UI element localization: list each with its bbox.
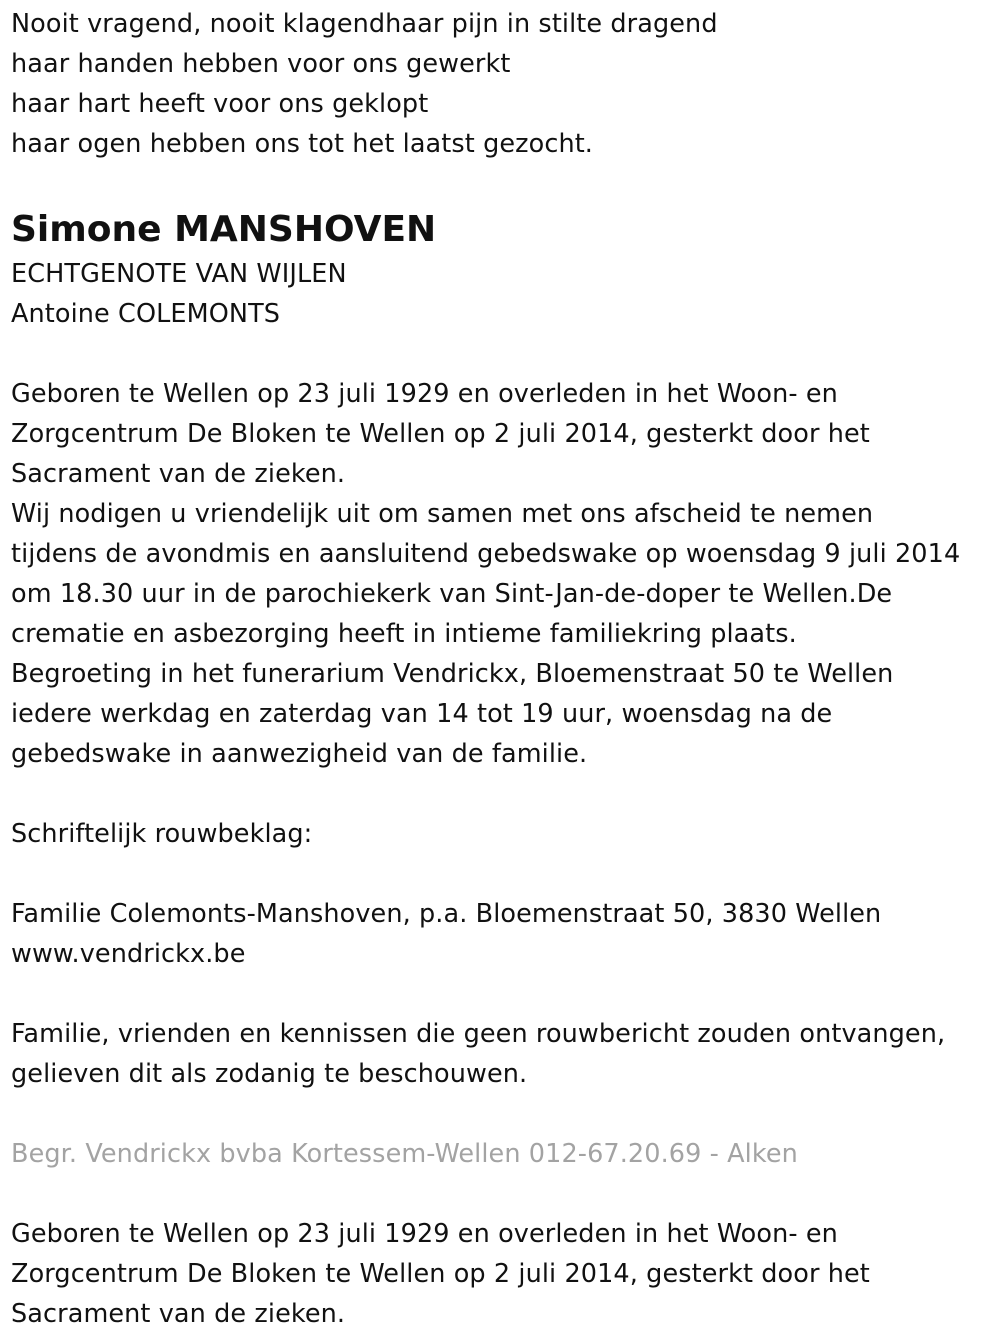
poem-line: haar hart heeft voor ons geklopt — [11, 89, 429, 119]
relation-line: ECHTGENOTE VAN WIJLEN — [11, 259, 347, 289]
spacer — [11, 1094, 991, 1134]
poem-line: Nooit vragend, nooit klagendhaar pijn in stilte dragend — [11, 9, 718, 39]
announcement-line: Sacrament van de zieken. — [11, 459, 346, 489]
announcement-line: Zorgcentrum De Bloken te Wellen op 2 juli 2014, gesterkt door het — [11, 419, 870, 449]
announcement-line: gebedswake in aanwezigheid van de familie. — [11, 739, 588, 769]
announcement-line: Geboren te Wellen op 23 juli 1929 en overleden in het Woon- en — [11, 379, 838, 409]
announcement-text — [11, 374, 991, 774]
deceased-name: Simone MANSHOVEN — [11, 209, 437, 250]
announcement-line: Geboren te Wellen op 23 juli 1929 en overleden in het Woon- en — [11, 1219, 838, 1249]
poem-line: haar ogen hebben ons tot het laatst gezocht. — [11, 129, 594, 159]
notice-text — [11, 1014, 991, 1094]
spacer — [11, 774, 991, 814]
poem-line: haar handen hebben voor ons gewerkt — [11, 49, 511, 79]
announcement-line: Zorgcentrum De Bloken te Wellen op 2 juli 2014, gesterkt door het — [11, 1259, 870, 1289]
spacer — [11, 164, 991, 204]
website-link[interactable]: www.vendrickx.be — [11, 939, 246, 969]
condolence-address: Familie Colemonts-Manshoven, p.a. Bloemenstraat 50, 3830 Wellen — [11, 899, 882, 929]
announcement-line: om 18.30 uur in de parochiekerk van Sint-Jan-de-doper te Wellen.De — [11, 579, 893, 609]
notice-line: gelieven dit als zodanig te beschouwen. — [11, 1059, 528, 1089]
condolence-heading: Schriftelijk rouwbeklag: — [11, 819, 313, 849]
spacer — [11, 334, 991, 374]
notice-line: Familie, vrienden en kennissen die geen rouwbericht zouden ontvangen, — [11, 1019, 946, 1049]
obituary-page — [11, 4, 991, 1334]
spacer — [11, 854, 991, 894]
funeral-home-credit: Begr. Vendrickx bvba Kortessem-Wellen 012-67.20.69 - Alken — [11, 1139, 798, 1169]
announcement-line: Begroeting in het funerarium Vendrickx, Bloemenstraat 50 te Wellen — [11, 659, 894, 689]
spacer — [11, 1174, 991, 1214]
announcement-line: iedere werkdag en zaterdag van 14 tot 19 uur, woensdag na de — [11, 699, 833, 729]
announcement-line: crematie en asbezorging heeft in intieme familiekring plaats. — [11, 619, 797, 649]
condolence-contact — [11, 894, 991, 974]
announcement-line: Sacrament van de zieken. — [11, 1299, 346, 1329]
repeated-announcement — [11, 1214, 991, 1334]
spacer — [11, 974, 991, 1014]
spouse-name: Antoine COLEMONTS — [11, 299, 281, 329]
announcement-line: Wij nodigen u vriendelijk uit om samen met ons afscheid te nemen — [11, 499, 874, 529]
poem — [11, 4, 991, 164]
announcement-line: tijdens de avondmis en aansluitend gebedswake op woensdag 9 juli 2014 — [11, 539, 961, 569]
deceased-block — [11, 206, 991, 334]
